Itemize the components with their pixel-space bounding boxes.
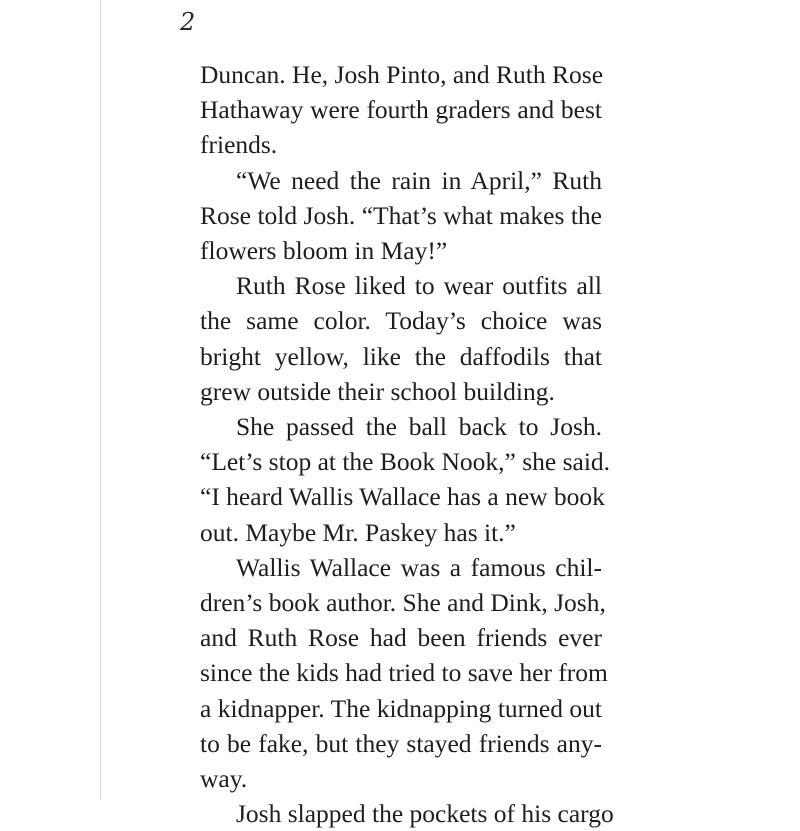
text-line: and Ruth Rose had been friends ever — [200, 623, 602, 653]
page-gutter-divider — [100, 0, 101, 800]
text-line: “I heard Wallis Wallace has a new book — [200, 482, 605, 512]
text-line: Wallis Wallace was a famous chil- — [236, 552, 602, 582]
text-line: the same color. Today’s choice was — [200, 306, 602, 336]
body-text — [200, 57, 614, 831]
text-line: “We need the rain in April,” Ruth — [236, 165, 602, 195]
text-line: Josh slapped the pockets of his cargo — [236, 799, 614, 829]
text-line: Ruth Rose liked to wear outfits all — [236, 271, 602, 301]
text-line: friends. — [200, 130, 278, 160]
text-line: way. — [200, 764, 248, 794]
text-line: grew outside their school building. — [200, 376, 555, 406]
text-line: “Let’s stop at the Book Nook,” she said. — [200, 447, 611, 477]
text-line: Hathaway were fourth graders and best — [200, 95, 602, 125]
text-line: flowers bloom in May!” — [200, 236, 448, 266]
page-number: 2 — [180, 8, 196, 36]
text-line: She passed the ball back to Josh. — [236, 412, 602, 442]
text-line: Rose told Josh. “That’s what makes the — [200, 200, 602, 230]
text-line: bright yellow, like the daffodils that — [200, 341, 602, 371]
text-line: Duncan. He, Josh Pinto, and Ruth Rose — [200, 60, 604, 89]
text-line: dren’s book author. She and Dink, Josh, — [200, 588, 606, 618]
text-line: to be fake, but they stayed friends any- — [200, 728, 602, 758]
text-line: out. Maybe Mr. Paskey has it.” — [200, 517, 516, 547]
text-line: a kidnapper. The kidnapping turned out — [200, 693, 602, 723]
text-line: since the kids had tried to save her from — [200, 658, 608, 688]
